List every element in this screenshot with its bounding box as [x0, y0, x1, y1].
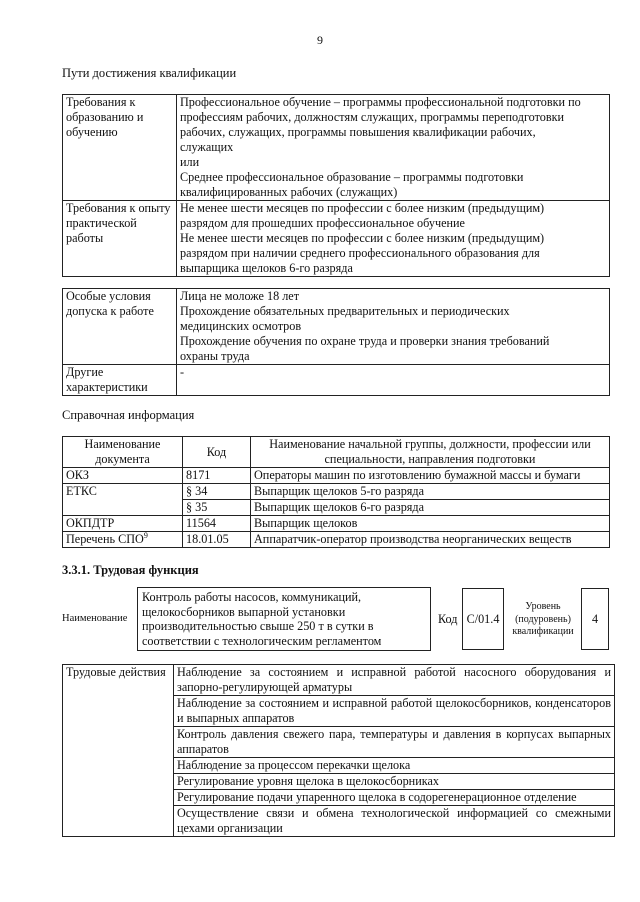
reference-col-code: Код: [183, 437, 251, 468]
function-name-line: производительностью свыше 250 т в сутки в: [142, 619, 374, 633]
education-line: Профессиональное обучение – программы профессиональной подготовки по: [180, 95, 581, 109]
special-condition-line: медицинских осмотров: [180, 319, 302, 333]
table-row: [63, 516, 610, 532]
reference-heading: Справочная информация: [62, 408, 195, 422]
page-number: 9: [317, 33, 323, 47]
other-characteristics-value: -: [177, 365, 610, 396]
special-condition-line: Лица не моложе 18 лет: [180, 289, 300, 303]
reference-doc: ОКПДТР: [63, 516, 183, 532]
table-row: [63, 532, 610, 548]
labor-actions-table: [62, 664, 615, 837]
education-row: [63, 95, 610, 201]
labor-actions-label: Трудовые действия: [63, 665, 174, 837]
reference-code: 8171: [183, 468, 251, 484]
function-name-box: [137, 587, 431, 651]
special-condition-line: Прохождение обязательных предварительных и периодических: [180, 304, 510, 318]
special-conditions-row: [63, 289, 610, 365]
education-line: квалифицированных рабочих (служащих): [180, 185, 398, 199]
reference-col-name: Наименование начальной группы, должности, профессии или специальности, направления подготовки: [251, 437, 610, 468]
reference-code: § 34: [183, 484, 251, 500]
reference-name: Выпарщик щелоков 5-го разряда: [251, 484, 610, 500]
reference-doc: ЕТКС: [63, 484, 183, 500]
reference-doc-text: Перечень СПО: [66, 532, 144, 546]
labor-action-item: Наблюдение за состоянием и исправной работой щелокосборников, конденсаторов и выпарных аппаратов: [174, 696, 615, 727]
education-requirements: [177, 95, 610, 201]
qualification-level-label: [508, 601, 578, 639]
reference-doc: [63, 532, 183, 548]
experience-line: разрядом при наличии среднего профессионального образования для: [180, 246, 540, 260]
experience-line: выпарщика щелоков 6-го разряда: [180, 261, 353, 275]
reference-name: Выпарщик щелоков 6-го разряда: [251, 500, 610, 516]
reference-code: § 35: [183, 500, 251, 516]
reference-name: Выпарщик щелоков: [251, 516, 610, 532]
footnote-marker: 9: [143, 530, 148, 540]
labor-action-item: Наблюдение за процессом перекачки щелока: [174, 758, 615, 774]
other-characteristics-row: [63, 365, 610, 396]
qualification-paths-table: [62, 94, 610, 277]
special-conditions-label: Особые условия допуска к работе: [63, 289, 177, 365]
experience-line: Не менее шести месяцев по профессии с более низким (предыдущим): [180, 231, 545, 245]
reference-doc: ОКЗ: [63, 468, 183, 484]
education-line: служащих: [180, 140, 234, 154]
special-conditions-values: [177, 289, 610, 365]
experience-requirements: [177, 201, 610, 277]
table-row: [63, 484, 610, 500]
experience-line: разрядом для прошедших профессиональное обучение: [180, 216, 465, 230]
reference-table: [62, 436, 610, 548]
function-code-label: Код: [438, 612, 458, 626]
function-code-value: С/01.4: [466, 611, 500, 626]
education-line: профессиям рабочих, должностям служащих, программы переподготовки: [180, 110, 565, 124]
education-line: рабочих, служащих, программы повышения квалификации рабочих,: [180, 125, 536, 139]
experience-row: [63, 201, 610, 277]
labor-action-item: Осуществление связи и обмена технологической информацией со смежными цехами организации: [174, 806, 615, 837]
function-heading: 3.3.1. Трудовая функция: [62, 563, 199, 577]
reference-doc: [63, 500, 183, 516]
education-label: Требования к образованию и обучению: [63, 95, 177, 201]
qualification-level-label-line: квалификации: [512, 626, 574, 637]
qualification-level-value: 4: [591, 611, 599, 626]
special-conditions-table: [62, 288, 610, 396]
qualification-level-label-line: (подуровень): [515, 613, 571, 625]
other-characteristics-label: Другие характеристики: [63, 365, 177, 396]
education-line: или: [180, 155, 200, 169]
qualification-paths-heading: Пути достижения квалификации: [62, 66, 237, 80]
table-row: [63, 468, 610, 484]
special-condition-line: охраны труда: [180, 349, 250, 363]
qualification-level-label-line: Уровень: [525, 601, 561, 612]
table-row: [63, 500, 610, 516]
labor-action-item: Регулирование уровня щелока в щелокосборниках: [174, 774, 615, 790]
reference-code: 11564: [183, 516, 251, 532]
function-name-label: Наименование: [62, 613, 128, 624]
labor-action-item: Регулирование подачи упаренного щелока в содорегенерационное отделение: [174, 790, 615, 806]
function-name-line: щелокосборников выпарной установки: [142, 604, 346, 619]
reference-header-row: [63, 437, 610, 468]
labor-action-item: Наблюдение за состоянием и исправной работой насосного оборудования и запорно-регулирующей арматуры: [174, 665, 615, 696]
function-name-line: Контроль работы насосов, коммуникаций,: [142, 590, 362, 604]
education-line: Среднее профессиональное образование – программы подготовки: [180, 170, 524, 184]
reference-name: Операторы машин по изготовлению бумажной массы и бумаги: [251, 468, 610, 484]
qualification-level-box: [581, 588, 609, 650]
function-code-box: [462, 588, 504, 650]
labor-action-item: Контроль давления свежего пара, температуры и давления в корпусах выпарных аппаратов: [174, 727, 615, 758]
experience-label: Требования к опыту практической работы: [63, 201, 177, 277]
reference-code: 18.01.05: [183, 532, 251, 548]
table-row: [63, 665, 615, 696]
function-name-line: соответствии с технологическим регламентом: [142, 633, 382, 648]
experience-line: Не менее шести месяцев по профессии с более низким (предыдущим): [180, 201, 545, 215]
special-condition-line: Прохождение обучения по охране труда и проверки знания требований: [180, 334, 550, 348]
reference-name: Аппаратчик-оператор производства неорганических веществ: [251, 532, 610, 548]
reference-col-document: Наименование документа: [63, 437, 183, 468]
